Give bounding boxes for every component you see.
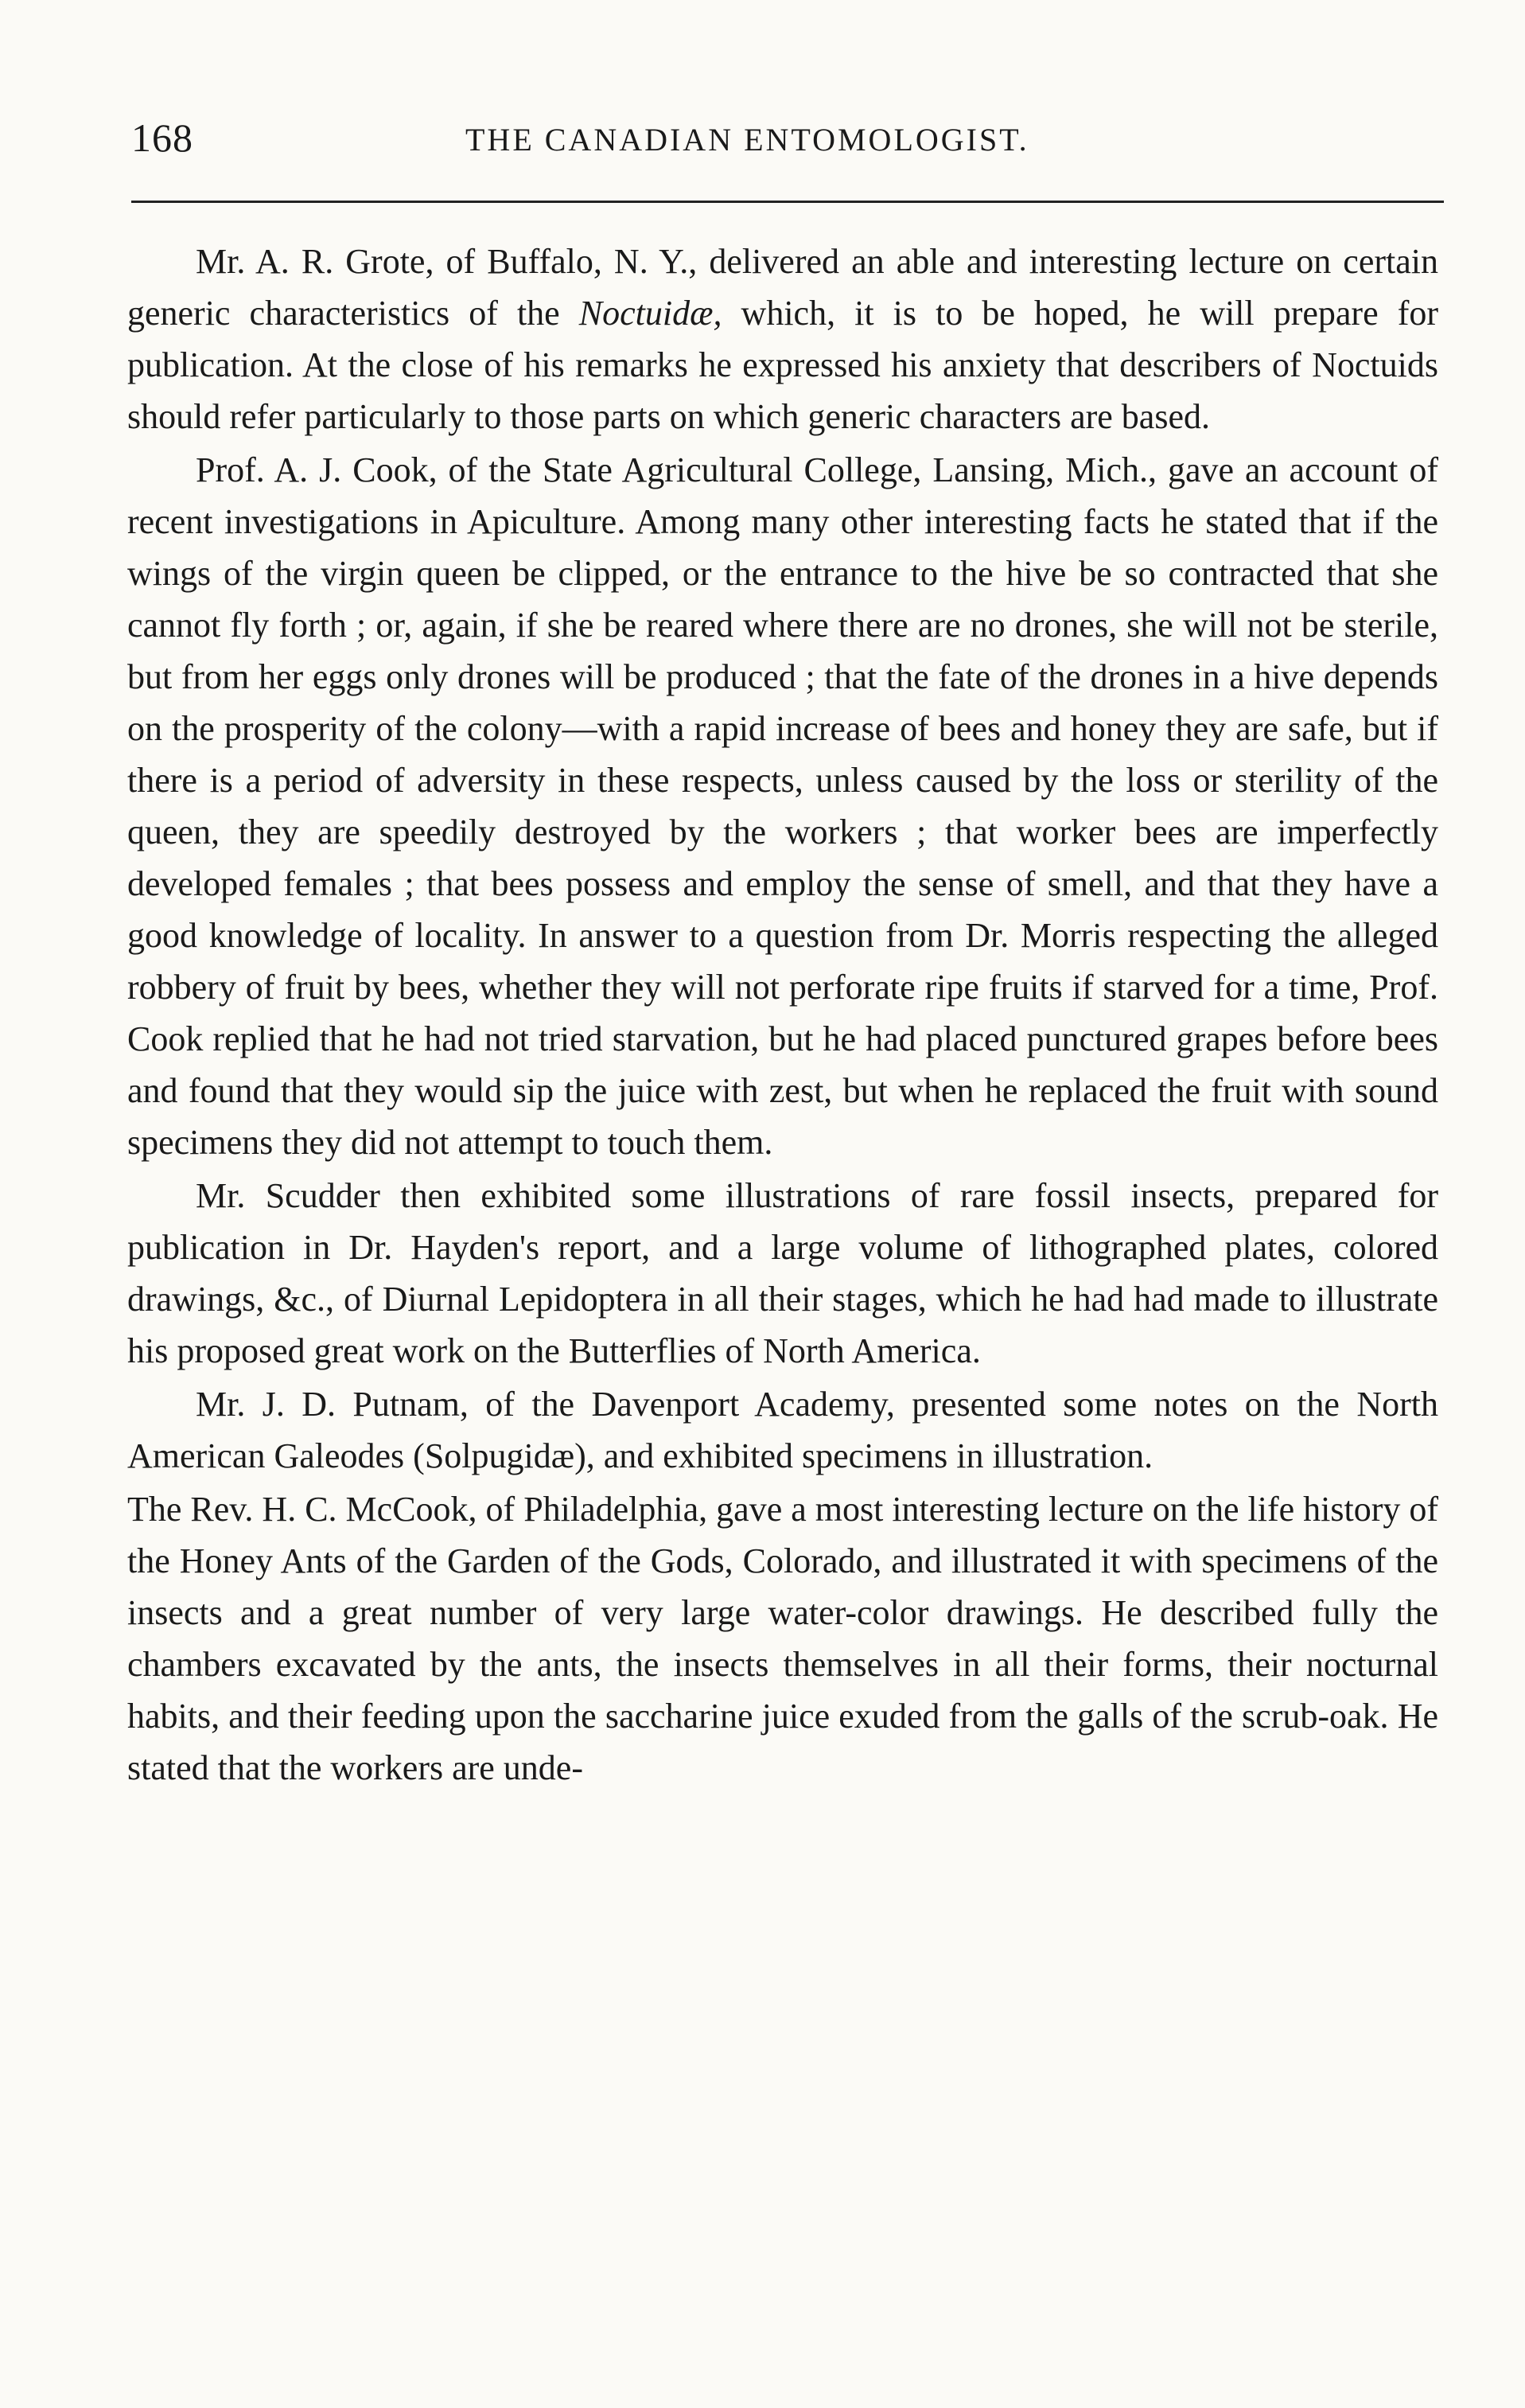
- paragraph-cook: Prof. A. J. Cook, of the State Agricultural College, Lansing, Mich., gave an account of recent investigations in Apiculture. Among many other interesting facts he stated that if the wings of the virgin queen be clipped, or the entrance to the hive be so contracted that she cannot fly forth ; or, again, if she be reared where there are no drones, she will not be sterile, but from her eggs only drones will be produced ; that the fate of the drones in a hive depends on the prosperity of the colony—with a rapid increase of bees and honey they are safe, but if there is a period of adversity in these respects, unless caused by the loss or sterility of the queen, they are speedily destroyed by the workers ; that worker bees are imperfectly developed females ; that bees possess and employ the sense of smell, and that they have a good knowledge of locality. In answer to a question from Dr. Morris respecting the alleged robbery of fruit by bees, whether they will not perforate ripe fruits if starved for a time, Prof. Cook replied that he had not tried starvation, but he had placed punctured grapes before bees and found that they would sip the juice with zest, but when he replaced the fruit with sound specimens they did not attempt to touch them.: [127, 450, 1438, 1162]
- paragraph-grote-italic: Noctuidæ,: [578, 294, 722, 333]
- header-rule: [131, 201, 1444, 203]
- paragraph-scudder: Mr. Scudder then exhibited some illustrations of rare fossil insects, prepared for publication in Dr. Hayden's report, and a large volume of lithographed plates, colored drawings, &c., of Diurnal Lepidoptera in all their stages, which he had had made to illustrate his proposed great work on the Butterflies of North America.: [127, 1176, 1438, 1370]
- paragraph-putnam: Mr. J. D. Putnam, of the Davenport Academy, presented some notes on the North American Galeodes (Solpugidæ), and exhibited specimens in illustration.: [127, 1385, 1438, 1475]
- paragraph-grote-text-2: which, it is to be hoped, he will prepare for publication. At the close of his remarks he expressed his anxiety that describers of Noctuids should refer particularly to those parts on which generic characters are based.: [127, 294, 1438, 436]
- paragraph-grote: [127, 236, 1438, 442]
- page-number: 168: [131, 115, 193, 160]
- paragraph-grote-text-1: Mr. A. R. Grote, of Buffalo, N. Y., delivered an able and interesting lecture on certain generic characteristics of the: [127, 242, 1438, 333]
- page-header: [131, 110, 1444, 166]
- paragraph-mccook: The Rev. H. C. McCook, of Philadelphia, gave a most interesting lecture on the life history of the Honey Ants of the Garden of the Gods, Colorado, and illustrated it with specimens of the insects and a great number of very large water-color drawings. He described fully the chambers excavated by the ants, the insects themselves in all their forms, their nocturnal habits, and their feeding upon the saccharine juice exuded from the galls of the scrub-oak. He stated that the workers are unde-: [127, 1490, 1439, 1787]
- body-text: [127, 236, 1438, 1794]
- running-title: THE CANADIAN ENTOMOLOGIST.: [465, 122, 1029, 158]
